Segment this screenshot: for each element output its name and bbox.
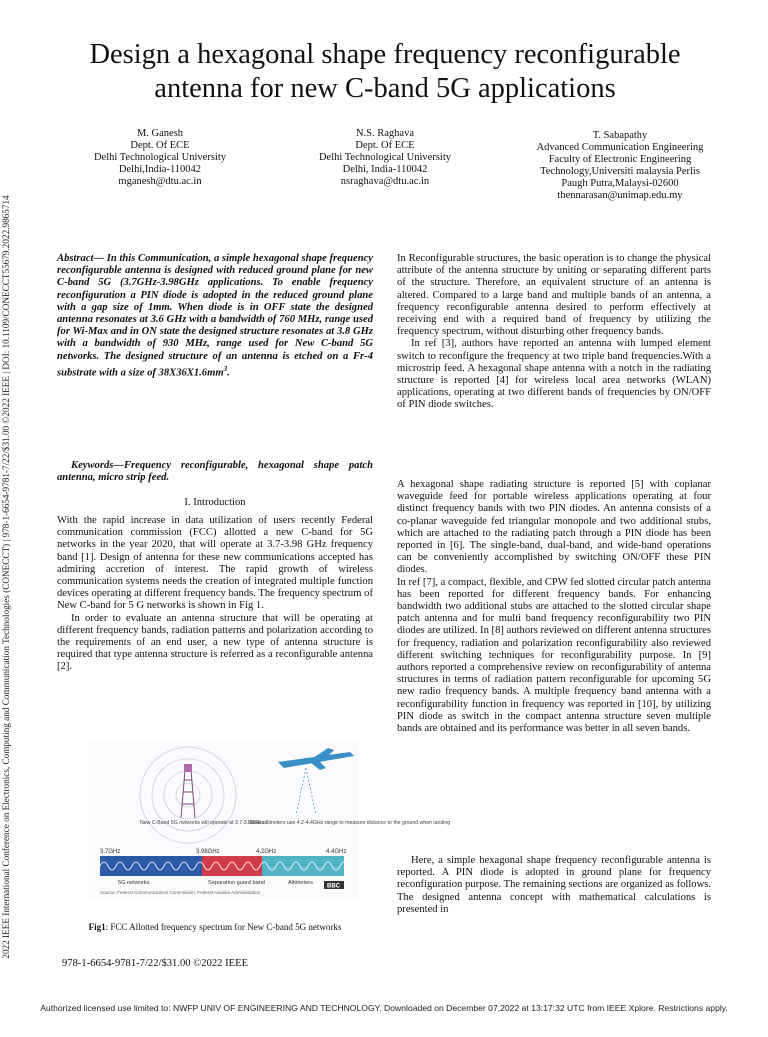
band-label-guard: Separation guard band: [208, 880, 265, 886]
right-column-block-2: [397, 479, 711, 735]
figure-caption-text: : FCC Allotted frequency spectrum for New C-band 5G networks: [105, 922, 342, 932]
right-column-block-3: [397, 855, 711, 916]
author-name: T. Sabapathy: [592, 130, 648, 141]
right-paragraph-4: In ref [7], a compact, flexible, and CPW fed slotted circular patch antenna has been reported for different frequency bands. For enhancing bandwidth two additional stubs are attached to the slotted circular shape patch antenna and for multi band frequency reconfigurability two PIN diodes are utilized. In [8] authors reviewed on different antenna structures for frequency, radiation and polarization reconfigurability also reviewed different switching techniques for reconfigurability purpose. In [9] authors reported a comprehensive review on reconfigurability of antenna structures in terms of radiation pattern reconfigurable for upcoming 5G new radio frequency bands. A multiple frequency band antenna with a reconfigurability function in frequency was reported in [10], by utilizing PIN diode as switch in the compact antenna structure seven multiple bands are obtained and its performance was better in all seven bands.: [397, 576, 711, 735]
author-place: Delhi, India-110042: [342, 164, 428, 175]
figure-source: Source: Federal Communications Commission, Federal Aviation Administration: [100, 890, 261, 895]
intro-paragraph-1: With the rapid increase in data utilization of users recently Federal communication commission (FCC) allotted a new C-band for 5G networks in the year 2020, that will operate at 3.7-3.98 GHz frequency band [1]. Design of antenna for these new communications accepted has admiring accretion of interest. The rapid growth of wireless communication systems needs the creation of integrated multiple function devices operating at different frequency bands. The frequency spectrum of New C-band for 5 G networks is shown in Fig 1.: [57, 515, 373, 612]
label-altimeters: Radio altimeters use 4.2-4.4GHz range to measure distance to the ground when landing: [248, 820, 451, 826]
right-paragraph-2: In ref [3], authors have reported an antenna with lumped element switch to reconfigure the frequency at two triple band frequencies.With a microstrip feed. A hexagonal shape antenna with a notch in the radiating structure is reported [4] for wireless local area networks (WLAN) applications, operating at two different bands of frequencies by ON/OFF of PIN diode switches.: [397, 338, 711, 411]
abstract: Abstract— In this Communication, a simple hexagonal shape frequency reconfigurable antenna is designed with reduced ground plane for new C-band 5G (3.7GHz-3.98GHz applications. To enable frequency reconfiguration a PIN diode is adopted in the reduced ground plane with a gap size of 1mm. When diode is in OFF state the designed antenna resonates at 3.6 GHz with a bandwidth of 760 MHz, range used for Wi-Max and in ON state the designed structure resonates at 3.8 GHz with a bandwidth of 930 MHz, range used for New C-band 5G networks. The designed structure of an antenna is etched on a Fr-4 substrate with a size of $38X36X1.6mm^3$.: [57, 253, 373, 379]
paper-title: [40, 38, 730, 106]
band-guard: [202, 856, 262, 876]
keywords: [57, 460, 373, 484]
right-paragraph-5: Here, a simple hexagonal shape frequency reconfigurable antenna is reported. A PIN diode is adopted in ground plane for frequency reconfiguration purpose. The remaining sections are organized as follows. The designed antenna concept with mathematical calculations is presented in: [397, 855, 711, 915]
author-name: N.S. Raghava: [355, 128, 415, 139]
author-block-1: [70, 128, 250, 188]
author-dept: Advanced Communication Engineering: [536, 142, 704, 153]
introduction-body: [57, 515, 373, 674]
author-org-2: Technology,Universiti malaysia Perlis: [540, 166, 700, 177]
author-dept: Dept. Of ECE: [355, 140, 415, 151]
author-name: M. Ganesh: [136, 128, 184, 139]
band-label-5g: 5G networks: [118, 880, 150, 886]
freq-label-1: 3.7GHz: [100, 849, 121, 855]
label-5g-networks: New C-Band 5G networks will operate at 3.7-3.98GHz: [140, 820, 265, 826]
frequency-spectrum-figure: [88, 740, 451, 900]
band-label-altimeters: Altimeters: [288, 880, 313, 886]
bbc-logo-text: BBC: [327, 883, 340, 890]
freq-label-2: 3.98GHz: [196, 849, 220, 855]
title-line-1: Design a hexagonal shape frequency reconfigurable: [89, 39, 681, 70]
title-line-2: antenna for new C-band 5G applications: [154, 73, 616, 104]
abstract-text: Abstract— In this Communication, a simple hexagonal shape frequency reconfigurable antenna is designed with reduced ground plane for new C-band 5G (3.7GHz-3.98GHz applications. To enable frequency reconfiguration a PIN diode is adopted in the reduced ground plane with a gap size of 1mm. When diode is in OFF state the designed antenna resonates at 3.6 GHz with a bandwidth of 760 MHz, range used for Wi-Max and in ON state the designed structure resonates at 3.8 GHz with a bandwidth of 930 MHz, range used for New C-band 5G networks. The designed structure of an antenna is etched on a Fr-4 substrate with a size of 38X36X1.6mm: [57, 253, 373, 379]
author-block-2: [295, 128, 475, 188]
freq-label-3: 4.2GHz: [256, 849, 277, 855]
author-org: Faculty of Electronic Engineering: [548, 154, 692, 165]
author-place: Paugh Putra,Malaysi-02600: [561, 178, 679, 189]
section-heading-introduction: I. Introduction: [184, 497, 246, 508]
band-5g: [100, 856, 202, 876]
right-paragraph-1: In Reconfigurable structures, the basic operation is to change the physical attribute of the antenna structure by uniting or separating different parts of the structure. Therefore, an equivalent structure of an antenna is altered. Compared to a large band and multiple bands of an antenna, a frequency reconfigurable antenna desired to perform effectively at receiving end with a required band of frequency by utilizing the frequency spectrum, without disturbing other frequency bands.: [397, 253, 711, 338]
author-dept: Dept. Of ECE: [130, 140, 190, 151]
author-email: mganesh@dtu.ac.in: [118, 176, 202, 187]
author-org: Delhi Technological University: [318, 152, 452, 163]
copyright-notice: 978-1-6654-9781-7/22/$31.00 ©2022 IEEE: [62, 958, 249, 969]
author-email: nsraghava@dtu.ac.in: [340, 176, 430, 187]
figure-caption: [57, 922, 373, 932]
intro-paragraph-2: In order to evaluate an antenna structure that will be operating at different frequency bands, radiation patterns and polarization according to the requirements of an end user, a new type of antenna structure is required that type antenna structure is referred as a reconfigurable antenna [2].: [57, 612, 373, 673]
author-place: Delhi,India-110042: [118, 164, 202, 175]
doi-side-note: 2022 IEEE International Conference on Electronics, Computing and Communication Technologies (CONECCT) | 978-1-6654-9781-7/22/$31.00 ©2022 IEEE | DOI: 10.1109/CONECCT55679.2022.9865714: [1, 195, 11, 959]
author-email: thennarasan@unimap.edu.my: [557, 190, 683, 201]
keywords-text: Keywords—Frequency reconfigurable, hexagonal shape patch antenna, micro strip feed.: [57, 460, 373, 484]
freq-label-4: 4.4GHz: [326, 849, 347, 855]
right-column-block-1: [397, 253, 711, 412]
author-org: Delhi Technological University: [93, 152, 227, 163]
author-block-3: [515, 130, 725, 202]
license-footer: Authorized licensed use limited to: NWFP UNIV OF ENGINEERING AND TECHNOLOGY. Downloaded on December 07,2022 at 13:17:32 UTC from IEEE Xplore. Restrictions apply.: [40, 1003, 728, 1013]
right-paragraph-3: A hexagonal shape radiating structure is reported [5] with coplanar waveguide feed for portable wireless applications operating at four distinct frequency bands with two PIN diodes. An antenna consists of a co-planar waveguide fed triangular monopole and two additional stubs, which are attached to the radiating patch through a PIN diode has been reported in [6]. The single-band, dual-band, and wide-band operations can be conveniently accomplished by switching ON/OFF these PIN diodes.: [397, 479, 711, 576]
abstract-superscript: 3: [223, 364, 228, 373]
figure-caption-label: Fig1: [88, 922, 106, 932]
